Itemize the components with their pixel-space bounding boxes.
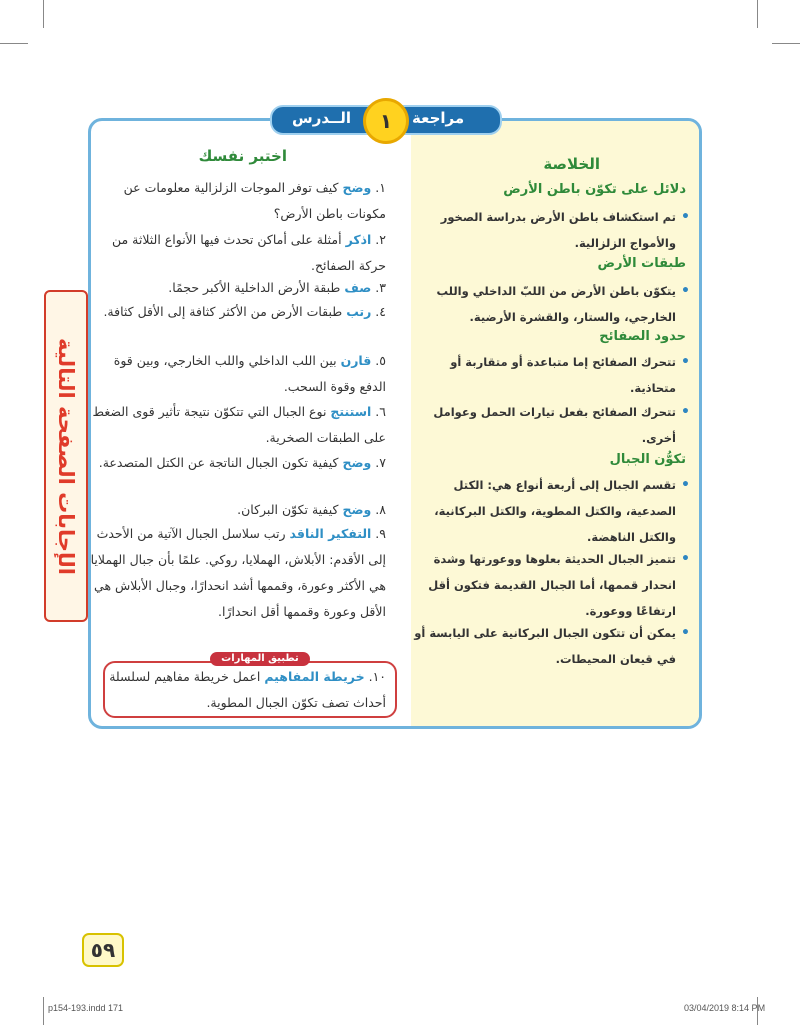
question-number: ٤. (375, 304, 386, 319)
question-item (86, 399, 386, 451)
question-number: ٦. (375, 404, 386, 419)
summary-bullet: • تتميز الجبال الحديثة بعلوها ووعورتها وشدة انحدار قممها، أما الجبال القديمة فتكون أقل ارتفاعًا ووعورة. (411, 546, 676, 624)
summary-bullet: • تم استكشاف باطن الأرض بدراسة الصخور والأمواج الزلزالية. (411, 204, 676, 256)
question-keyword: اذكر (345, 232, 372, 247)
summary-bullet: • يمكن أن تتكون الجبال البركانية على اليابسة أو في قيعان المحيطات. (411, 620, 676, 672)
question-text: طبقات الأرض من الأكثر كثافة إلى الأقل كثافة. (103, 304, 343, 319)
question-keyword: خريطة المفاهيم (264, 669, 365, 684)
crop-mark (0, 43, 28, 44)
question-keyword: استنتج (330, 404, 372, 419)
summary-bullet: • تتحرك الصفائح إما متباعدة أو متقاربة أو متحاذية. (411, 349, 676, 401)
question-text: كيف توفر الموجات الزلزالية معلومات عن مكونات باطن الأرض؟ (123, 180, 386, 221)
summary-heading: حدود الصفائح (599, 329, 686, 344)
skills-item (108, 664, 386, 716)
question-number: ٨. (375, 502, 386, 517)
page-number: ٥٩ (82, 933, 124, 967)
summary-bullet: • يتكوّن باطن الأرض من اللبّ الداخلي واللب الخارجي، والستار، والقشرة الأرضية. (411, 278, 676, 330)
crop-mark (772, 43, 800, 44)
question-keyword: قارن (340, 353, 372, 368)
question-item (86, 227, 386, 279)
question-number: ١. (375, 180, 386, 195)
question-keyword: وضح (342, 455, 372, 470)
summary-heading: طبقات الأرض (597, 256, 686, 271)
footer-date: 03/04/2019 8:14 PM (684, 1003, 766, 1013)
question-item (86, 299, 386, 325)
question-text: كيفية تكون الجبال الناتجة عن الكتل المتصدعة. (98, 455, 339, 470)
crop-mark (757, 0, 758, 28)
question-number: ٣. (375, 280, 386, 295)
skills-label: تطبيق المهارات (210, 652, 310, 666)
question-keyword: وضح (342, 502, 372, 517)
question-text: بين اللب الداخلي واللب الخارجي، وبين قوة الدفع وقوة السحب. (113, 353, 386, 394)
question-item (86, 497, 386, 523)
question-text: أمثلة على أماكن تحدث فيها الأنواع الثلاثة من حركة الصفائح. (111, 232, 386, 273)
summary-heading: دلائل على تكوّن باطن الأرض (503, 182, 686, 197)
crop-mark (43, 997, 44, 1025)
question-text: كيفية تكوّن البركان. (237, 502, 339, 517)
review-label: مراجعة (412, 109, 465, 127)
question-number: ٩. (375, 526, 386, 541)
question-item (86, 521, 386, 625)
question-number: ١٠. (368, 669, 386, 684)
footer-file: p154-193.indd 171 (48, 1003, 124, 1013)
question-number: ٥. (375, 353, 386, 368)
question-item (86, 450, 386, 476)
question-item (86, 175, 386, 227)
side-tab-label: الإجابات الصفحة التالية (54, 337, 78, 575)
question-keyword: صف (344, 280, 372, 295)
question-text: اعمل خريطة مفاهيم لسلسلة أحداث تصف تكوّن الجبال المطوية. (109, 669, 386, 710)
question-text: رتب سلاسل الجبال الآتية من الأحدث إلى الأقدم: الأبلاش، الهملايا، روكي. علمًا بأن جبال الهملايا هي الأكثر وعورة، وقممها أشد انحدارًا، وجبال الأبلاش هي الأقل وعورة وقممها أقل انحدارًا. (90, 526, 386, 619)
question-item (86, 275, 386, 301)
answers-side-tab (44, 290, 88, 622)
question-keyword: التفكير الناقد (289, 526, 372, 541)
summary-heading: تكوُّن الجبال (609, 452, 686, 467)
question-item (86, 348, 386, 400)
question-text: نوع الجبال التي تتكوّن نتيجة تأثير قوى الضغط على الطبقات الصخرية. (92, 404, 386, 445)
summary-bullet: • تقسم الجبال إلى أربعة أنواع هي: الكتل الصدعية، والكتل المطوية، والكتل البركانية، والكتل الناهضة. (411, 472, 676, 550)
summary-title: الخلاصة (543, 155, 600, 173)
question-number: ٢. (375, 232, 386, 247)
self-test-title: اختبر نفسك (198, 147, 287, 165)
question-keyword: وضح (342, 180, 372, 195)
question-number: ٧. (375, 455, 386, 470)
lesson-label: الــدرس (292, 109, 352, 127)
crop-mark (43, 0, 44, 28)
summary-bullet: • تتحرك الصفائح بفعل تيارات الحمل وعوامل أخرى. (411, 399, 676, 451)
question-text: طبقة الأرض الداخلية الأكبر حجمًا. (168, 280, 341, 295)
question-keyword: رتب (346, 304, 372, 319)
lesson-number-badge: ١ (363, 98, 409, 144)
